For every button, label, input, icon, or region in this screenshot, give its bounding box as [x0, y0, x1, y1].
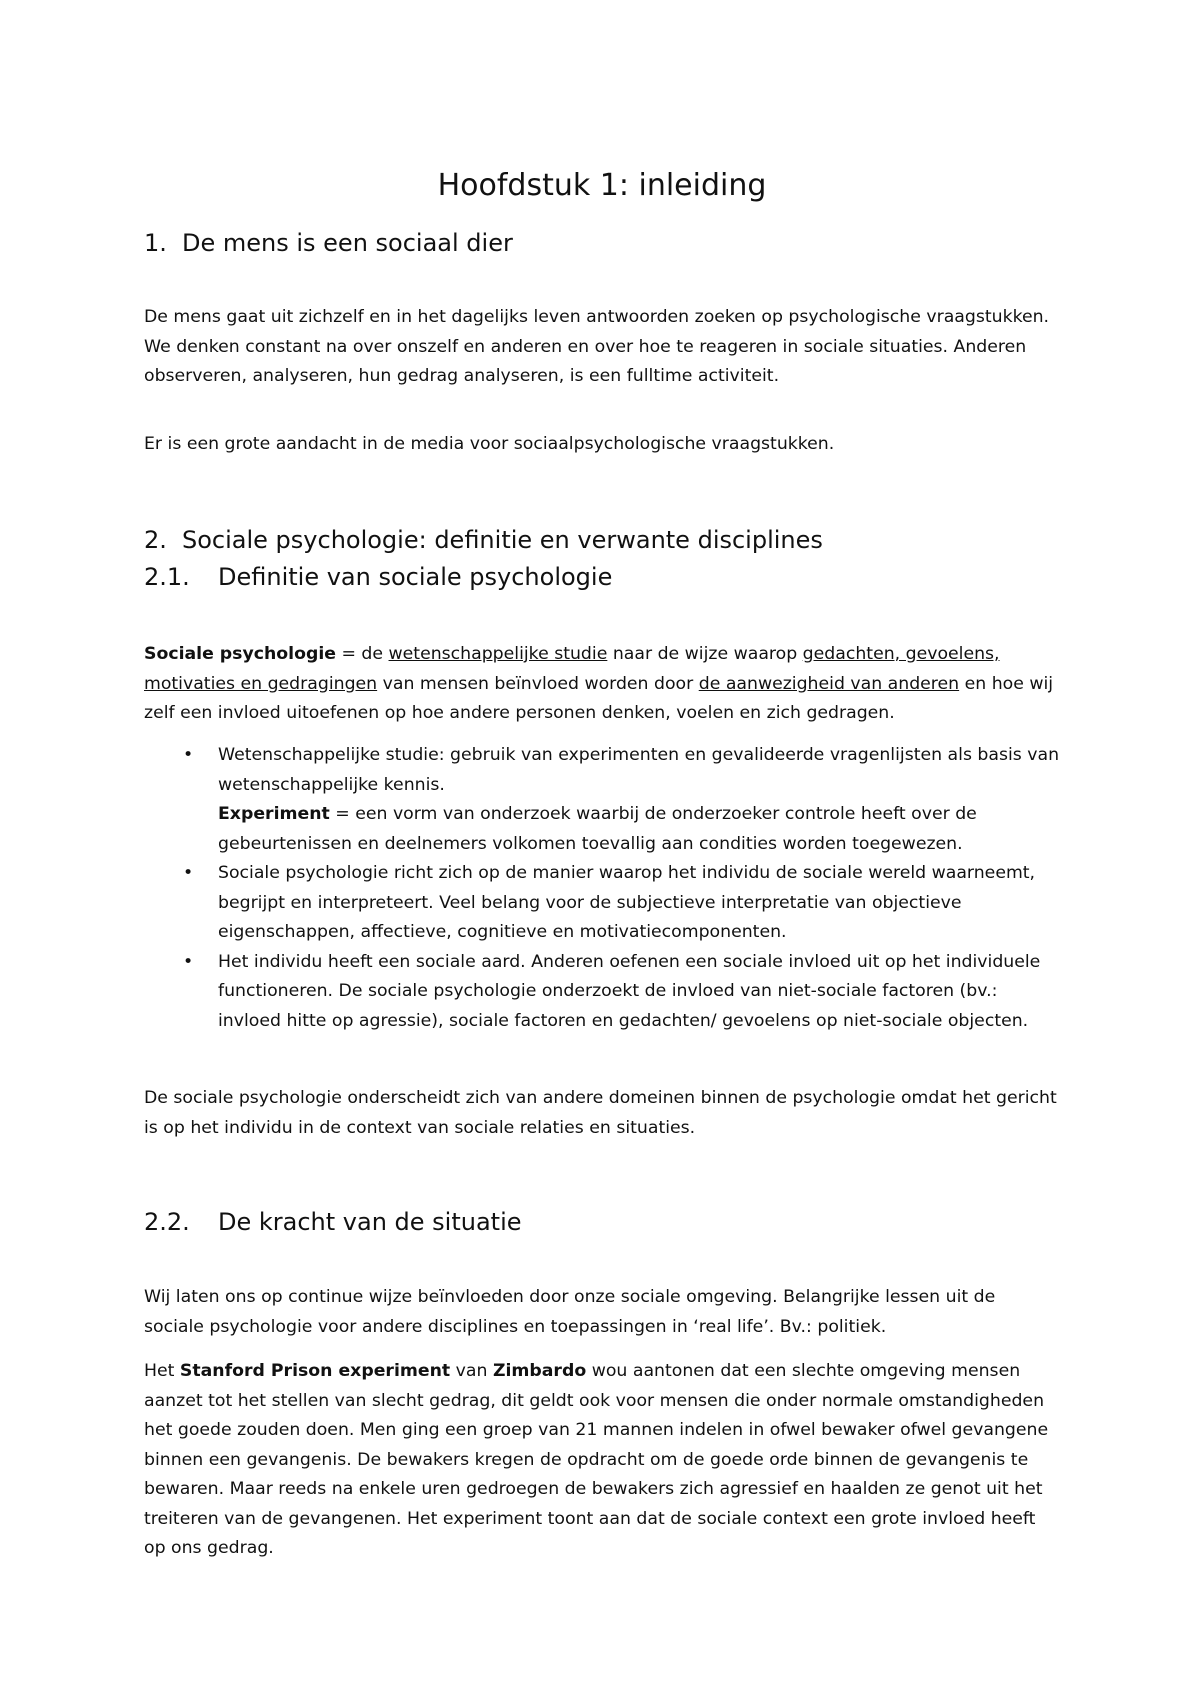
underlined-phrase: gedachten, gevoelens, motivaties en gedragingen: [144, 644, 1000, 694]
bold-phrase: Zimbardo: [492, 1361, 587, 1381]
text-run: = de: [335, 644, 389, 664]
definition-term: Sociale psychologie: [144, 644, 336, 664]
text-run: Het: [144, 1361, 180, 1381]
bullet-icon: •: [183, 863, 194, 883]
subsection-title: Definitie van sociale psychologie: [218, 563, 613, 591]
text-run: van mensen beïnvloed worden door: [377, 673, 699, 694]
bold-phrase: Stanford Prison experiment: [179, 1361, 451, 1381]
paragraph: De mens gaat uit zichzelf en in het dagelijks leven antwoorden zoeken op psychologische vraagstukken. We denken constant na over onszelf en anderen en over hoe te reageren in sociale situaties. Anderen observeren, analyseren, hun gedrag analyseren, is een fulltime activiteit.: [144, 307, 1050, 386]
list-item-text: Wetenschappelijke studie: gebruik van experimenten en gevalideerde vragenlijsten als basis van wetenschappelijke kennis.: [218, 745, 1060, 795]
list-item-text: = een vorm van onderzoek waarbij de onderzoeker controle heeft over de gebeurtenissen en deelnemers volkomen toevallig aan condities worden toegewezen.: [218, 804, 977, 854]
paragraph: De sociale psychologie onderscheidt zich van andere domeinen binnen de psychologie omdat het gericht is op het individu in de context van sociale relaties en situaties.: [144, 1088, 1057, 1138]
subsection-title: De kracht van de situatie: [218, 1208, 522, 1236]
subsection-heading-2-2: [144, 1206, 522, 1238]
underlined-phrase: de aanwezigheid van anderen: [698, 673, 960, 694]
definition-paragraph: [144, 640, 1060, 729]
chapter-title: Hoofdstuk 1: inleiding: [437, 168, 767, 203]
text-run: naar de wijze waarop: [607, 644, 803, 664]
subsection-heading-2-1: [144, 561, 612, 593]
paragraph: Wij laten ons op continue wijze beïnvloeden door onze sociale omgeving. Belangrijke lessen uit de sociale psychologie voor andere disciplines en toepassingen in ‘real life’. Bv.: politiek.: [144, 1287, 996, 1337]
section-number: 1.: [144, 229, 167, 257]
section-heading-2: [144, 524, 823, 556]
section-title: Sociale psychologie: definitie en verwante disciplines: [182, 526, 823, 554]
subsection-number: 2.2.: [144, 1208, 190, 1236]
bullet-icon: •: [183, 745, 194, 765]
text-run: wou aantonen dat een slechte omgeving mensen aanzet tot het stellen van slecht gedrag, dit geldt ook voor mensen die onder normale omstandigheden het goede zouden doen. Men ging een groep van 21 mannen indelen in ofwel bewaker ofwel gevangene binnen een gevangenis. De bewakers kregen de opdracht om de goede orde binnen de gevangenis te bewaren. Maar reeds na enkele uren gedroegen de bewakers zich agressief en haalden ze genot uit het treiteren van de gevangenen. Het experiment toont aan dat de sociale context een grote invloed heeft op ons gedrag.: [144, 1361, 1049, 1558]
definition-term: Experiment: [218, 804, 330, 824]
list-item-text: Het individu heeft een sociale aard. Anderen oefenen een sociale invloed uit op het individuele functioneren. De sociale psychologie onderzoekt de invloed van niet-sociale factoren (bv.: invloed hitte op agressie), sociale factoren en gedachten/ gevoelens op niet-sociale objecten.: [218, 951, 1041, 1031]
bullet-list: [144, 741, 1060, 1036]
bullet-icon: •: [183, 951, 194, 972]
subsection-number: 2.1.: [144, 563, 190, 591]
text-run: en hoe wij zelf een invloed uitoefenen op hoe andere personen denken, voelen en zich gedragen.: [144, 673, 1054, 723]
paragraph: Er is een grote aandacht in de media voor sociaalpsychologische vraagstukken.: [144, 434, 835, 454]
section-title: De mens is een sociaal dier: [182, 229, 513, 257]
list-item: [144, 741, 1060, 859]
list-item: [144, 859, 1060, 948]
section-heading-1: [144, 227, 513, 259]
section-number: 2.: [144, 526, 167, 554]
list-item: [144, 948, 1060, 1037]
paragraph: [144, 1357, 1060, 1564]
list-item-text: Sociale psychologie richt zich op de manier waarop het individu de sociale wereld waarneemt, begrijpt en interpreteert. Veel belang voor de subjectieve interpretatie van objectieve eigenschappen, affectieve, cognitieve en motivatiecomponenten.: [218, 863, 1036, 942]
text-run: van: [450, 1361, 493, 1381]
underlined-phrase: wetenschappelijke studie: [388, 644, 608, 664]
